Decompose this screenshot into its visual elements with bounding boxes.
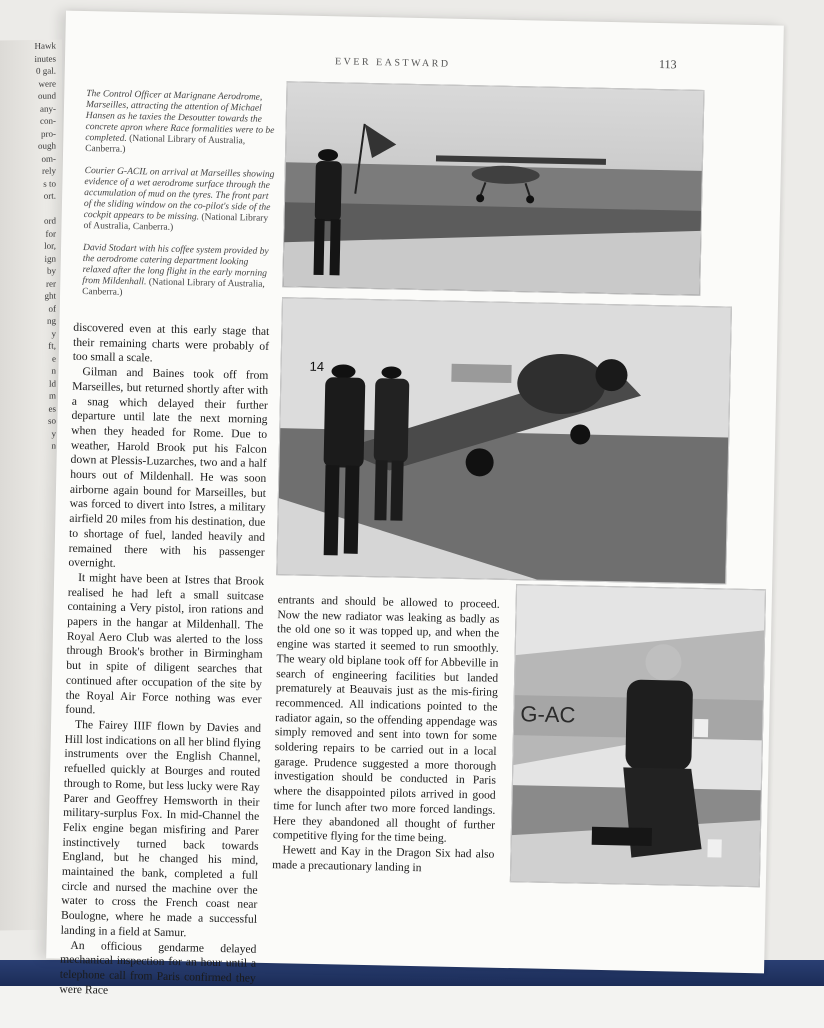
page-number: 113 — [658, 57, 677, 72]
previous-page-text-fragment: pro- — [41, 128, 56, 139]
previous-page-text-fragment: om- — [41, 153, 56, 164]
previous-page-text-fragment: ng — [47, 315, 56, 326]
paragraph: The Fairey IIIF flown by Davies and Hill lost indications on all her blind flying instruments over the English Channel, refuelled quickly at Bourges and routed through to Rome, but less lucky were Ray Parer and Geoffrey Hemsworth in their military-surplus Fox. In mid-Channel the Felix engine began misfiring and Parer instinctively turned back towards England, but he changed his mind, maintained the bank, completed a full circle and nursed the machine over the water to cross the French coast near Boulogne, where he made a successful landing in a field at Samur. — [60, 717, 262, 940]
previous-page-text-fragment: 0 gal. — [36, 65, 56, 76]
paragraph: entrants and should be allowed to proceed. Now the new radiator was leaking as badly as the old one so it was topped up, and when the engine was started it seemed to run smoothly. The weary old biplane took off for Abbeville in search of engineering facilities but landed prematurely at Beauvais just as the mis-firing recommenced. All indications pointed to the radiator again, so the offending appendage was simply removed and sent into town for some soldering repairs to be carried out in a local garage. Prudence suggested a more thorough investigation should be conducted in Paris where the disappointed pilots arrived in good time for lunch after two more forced landings. Here they abandoned all thought of further competitive flying for the time being. — [272, 593, 500, 845]
previous-page-text-fragment: e — [52, 353, 56, 364]
paragraph: Hewett and Kay in the Dragon Six had also made a precautionary landing in — [272, 843, 495, 874]
previous-page-text-fragment: were — [38, 78, 56, 89]
previous-page-text-fragment: m — [48, 390, 56, 401]
previous-page-text-fragment: rely — [42, 165, 56, 176]
previous-page-text-fragment: n — [51, 365, 56, 376]
photo-desoutter — [282, 81, 704, 296]
previous-page-text-fragment: any- — [40, 103, 56, 114]
previous-page-text-fragment: ign — [44, 253, 56, 264]
previous-page-text-fragment: ld — [48, 378, 56, 389]
caption-1: The Control Officer at Marignane Aerodrome, Marseilles, attracting the attention of Michael Hansen as he taxies the Desoutter towards the concrete apron where Race formalities were to be completed. (National Library of Australia, Canberra.) — [85, 89, 275, 155]
previous-page-text-fragment: by — [47, 265, 56, 276]
previous-page-text-fragment: ound — [38, 90, 56, 101]
courier-number-marking: 14 — [309, 358, 325, 375]
previous-page-text-fragment: es — [48, 403, 56, 414]
paragraph: An officious gendarme delayed mechanical inspection for an hour until a telephone call from Paris confirmed they were Race — [59, 938, 257, 997]
previous-page-text-fragment: Hawk — [34, 40, 56, 51]
previous-page-text-fragment: y — [51, 428, 56, 439]
previous-page-text-fragment: for — [45, 228, 56, 239]
body-column-2 — [272, 593, 500, 877]
body-column-1 — [59, 321, 269, 1001]
previous-page-text-fragment: ort. — [43, 190, 56, 201]
previous-page-text-fragment: ough — [38, 140, 56, 151]
photo-desoutter-image — [283, 82, 703, 295]
previous-page-text-fragment: n — [51, 440, 56, 451]
photo-captions — [82, 89, 277, 313]
previous-page-text-fragment: s to — [43, 178, 56, 189]
paragraph: It might have been at Istres that Brook realised he had left a small suitcase containing a Very pistol, iron rations and papers in the hangar at Mildenhall. The Royal Aero Club was alerted to the loss through Brook's brother in Birmingham but in spite of diligent searches that continued after occupation of the site by the Royal Air Force nothing was ever found. — [65, 570, 265, 717]
book-page — [46, 11, 784, 997]
caption-3: David Stodart with his coffee system provided by the aerodrome catering department looking relaxed after the long flight in the early morning from Mildenhall. (National Library of Australia, Canberra.) — [82, 242, 269, 298]
previous-page-text-fragment: so — [47, 415, 56, 426]
running-head: EVER EASTWARD — [334, 56, 451, 70]
photo-courier-image — [277, 298, 731, 583]
previous-page-text-fragment: of — [48, 303, 56, 314]
previous-page-text-fragment: ft, — [48, 340, 56, 351]
previous-page-text-fragment: inutes — [34, 53, 56, 64]
previous-page-text-fragment: rer — [46, 278, 56, 289]
photo-courier — [276, 297, 732, 584]
previous-page-text-fragment: ght — [44, 290, 56, 301]
previous-page-text-fragment — [0, 202, 62, 216]
paragraph: Gilman and Baines took off from Marseilles, but returned shortly after with a snag which delayed their further departure until late the next morning when they headed for Rome. Due to weather, Harold Brook put his Falcon down at Plessis-Luzarches, two and a half hours out of Mildenhall. He was soon airborne again bound for Marseilles, but was forced to divert into Istres, a military airfield 20 miles from his destination, due to shortage of fuel, landed heavily and remained there with his passenger overnight. — [68, 365, 269, 570]
paragraph: discovered even at this early stage that their remaining charts were probably of too small a scale. — [72, 320, 270, 365]
photo-stodart-image — [511, 585, 765, 886]
previous-page-text-fragment: ord — [44, 215, 56, 226]
stodart-registration-marking: G-AC — [520, 701, 576, 728]
previous-page-text-fragment: lor, — [44, 240, 56, 251]
caption-2: Courier G-ACIL on arrival at Marseilles showing evidence of a wet aerodrome surface through the accumulation of mud on the tyres. The front part of the sliding window on the co-pilot's side of the cockpit appears to be missing. (National Library of Australia, Canberra.) — [83, 166, 275, 233]
previous-page-text-fragment: y — [51, 328, 56, 339]
previous-page-text-fragment: con- — [40, 115, 56, 126]
photo-stodart — [510, 584, 766, 887]
